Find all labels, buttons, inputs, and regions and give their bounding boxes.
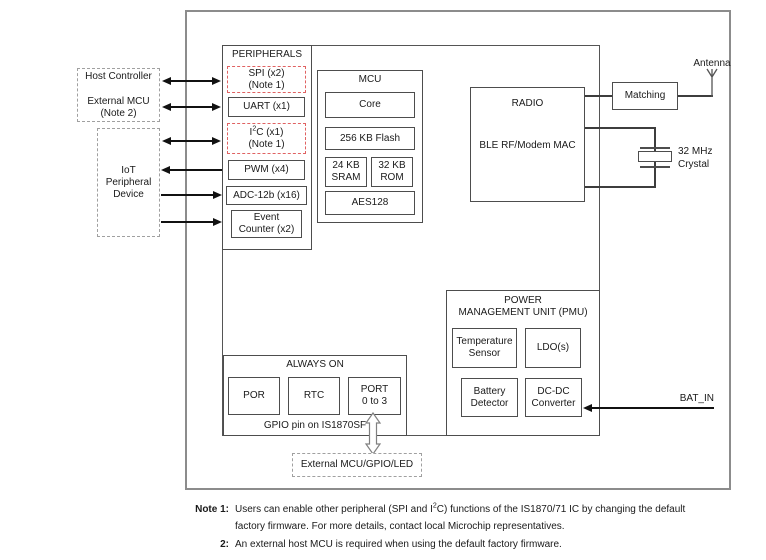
note-2-text: An external host MCU is required when using the default factory firmware. xyxy=(235,539,562,550)
iot-label-line1: IoT xyxy=(121,164,136,176)
ldo-label: LDO(s) xyxy=(536,342,570,353)
event-counter-iot-arrow xyxy=(161,221,213,223)
port-label-line1: PORT xyxy=(360,384,389,395)
matching-label: Matching xyxy=(624,90,666,101)
i2c-box xyxy=(227,123,306,154)
peripherals-title: PERIPHERALS xyxy=(231,49,303,60)
radio-box xyxy=(470,87,585,202)
note-1-superscript: 2 xyxy=(432,502,437,510)
radio-matching-line xyxy=(585,95,612,97)
note-1-label: Note 1: xyxy=(195,504,229,515)
crystal-loop-top-line xyxy=(585,127,656,129)
temperature-sensor-box xyxy=(452,328,517,368)
spi-note-label: (Note 1) xyxy=(248,79,285,91)
crystal-label-line1: 32 MHz xyxy=(678,146,713,157)
iot-peripheral-device-box xyxy=(97,128,160,237)
radio-subtitle: BLE RF/Modem MAC xyxy=(479,140,576,151)
crystal-label xyxy=(678,145,712,171)
spi-host-arrow xyxy=(171,80,212,82)
aes-box xyxy=(325,191,415,215)
pwm-box xyxy=(228,160,305,180)
note-1-text: Users can enable other peripheral (SPI and $I^2C$) functions of the IS1870/71 IC by changing the default factory firmware. For more details, contact local Microchip representatives. xyxy=(235,502,686,532)
spi-label: SPI (x2) xyxy=(248,67,285,79)
adc-label: ADC-12b (x16) xyxy=(233,189,300,201)
crystal-label-line2: Crystal xyxy=(678,159,710,170)
bidirectional-arrow-icon xyxy=(364,412,382,455)
i2c-note-label: (Note 1) xyxy=(248,138,285,150)
event-counter-label-line1: Event xyxy=(253,212,280,223)
pmu-title: POWER MANAGEMENT UNIT (PMU) xyxy=(458,295,588,318)
antenna-icon xyxy=(705,68,719,97)
flash-label: 256 KB Flash xyxy=(339,132,401,144)
aes-label: AES128 xyxy=(351,197,389,208)
port-label-line2: 0 to 3 xyxy=(361,396,388,407)
pwm-label: PWM (x4) xyxy=(244,164,289,175)
always-on-title: ALWAYS ON xyxy=(286,359,344,370)
dcdc-converter-box xyxy=(525,378,582,417)
antenna-label: Antenna xyxy=(693,58,731,69)
external-mcu-gpio-led-box xyxy=(292,453,422,477)
por-box xyxy=(228,377,280,415)
note-1 xyxy=(185,501,685,535)
rtc-box xyxy=(288,377,340,415)
dcdc-converter-label-line1: DC-DC xyxy=(537,385,570,397)
temperature-sensor-label-line2: Sensor xyxy=(468,348,501,359)
bat-in-label: BAT_IN xyxy=(679,393,714,404)
battery-detector-label-line1: Battery xyxy=(473,385,506,397)
host-controller-box xyxy=(77,68,160,122)
external-mcu-label: External MCU xyxy=(87,96,150,107)
crystal-loop-bottom-line xyxy=(585,186,656,188)
iot-label-line3: Device xyxy=(113,188,144,200)
port-box xyxy=(348,377,401,415)
sram-label-line1: 24 KB xyxy=(332,160,360,171)
event-counter-box xyxy=(231,210,302,238)
rtc-label: RTC xyxy=(303,390,325,401)
sram-label-line2: SRAM xyxy=(331,172,361,183)
crystal-bottom-plate xyxy=(640,166,670,168)
sram-box xyxy=(325,157,367,187)
rom-label-line2: ROM xyxy=(380,172,404,183)
uart-host-arrow xyxy=(171,106,212,108)
dcdc-converter-label-line2: Converter xyxy=(531,397,576,409)
bat-in-arrow xyxy=(592,407,714,409)
uart-box xyxy=(228,97,305,117)
temperature-sensor-label-line1: Temperature xyxy=(456,336,513,347)
external-mcu-gpio-led-label: External MCU/GPIO/LED xyxy=(300,459,414,470)
iot-label-line2: Peripheral xyxy=(105,176,152,188)
rom-box xyxy=(371,157,413,187)
i2c-superscript: 2 xyxy=(252,125,257,133)
radio-title: RADIO xyxy=(511,98,544,109)
crystal-top-plate xyxy=(640,147,670,149)
por-label: POR xyxy=(243,390,265,401)
rom-label-line1: 32 KB xyxy=(378,160,406,171)
gpio-pin-note: GPIO pin on IS1870SF xyxy=(263,420,367,431)
mcu-title: MCU xyxy=(358,74,382,85)
spi-box xyxy=(227,66,306,93)
event-counter-label-line2: Counter (x2) xyxy=(238,224,295,235)
flash-box xyxy=(325,127,415,150)
adc-box xyxy=(226,186,307,205)
i2c-iot-arrow xyxy=(171,140,212,142)
host-controller-label: Host Controller xyxy=(85,71,152,82)
pwm-iot-arrow xyxy=(170,169,222,171)
adc-iot-arrow xyxy=(161,194,213,196)
crystal-body xyxy=(638,151,672,162)
note-2 xyxy=(185,536,562,553)
core-label: Core xyxy=(359,99,381,110)
core-box xyxy=(325,92,415,118)
battery-detector-box xyxy=(461,378,518,417)
external-mcu-note-label: (Note 2) xyxy=(100,108,137,119)
ldo-box xyxy=(525,328,581,368)
note-2-label: 2: xyxy=(220,539,229,550)
matching-box xyxy=(612,82,678,110)
i2c-label: $I^2C$ (x1) xyxy=(249,125,284,138)
battery-detector-label-line2: Detector xyxy=(470,397,509,409)
uart-label: UART (x1) xyxy=(243,101,290,112)
